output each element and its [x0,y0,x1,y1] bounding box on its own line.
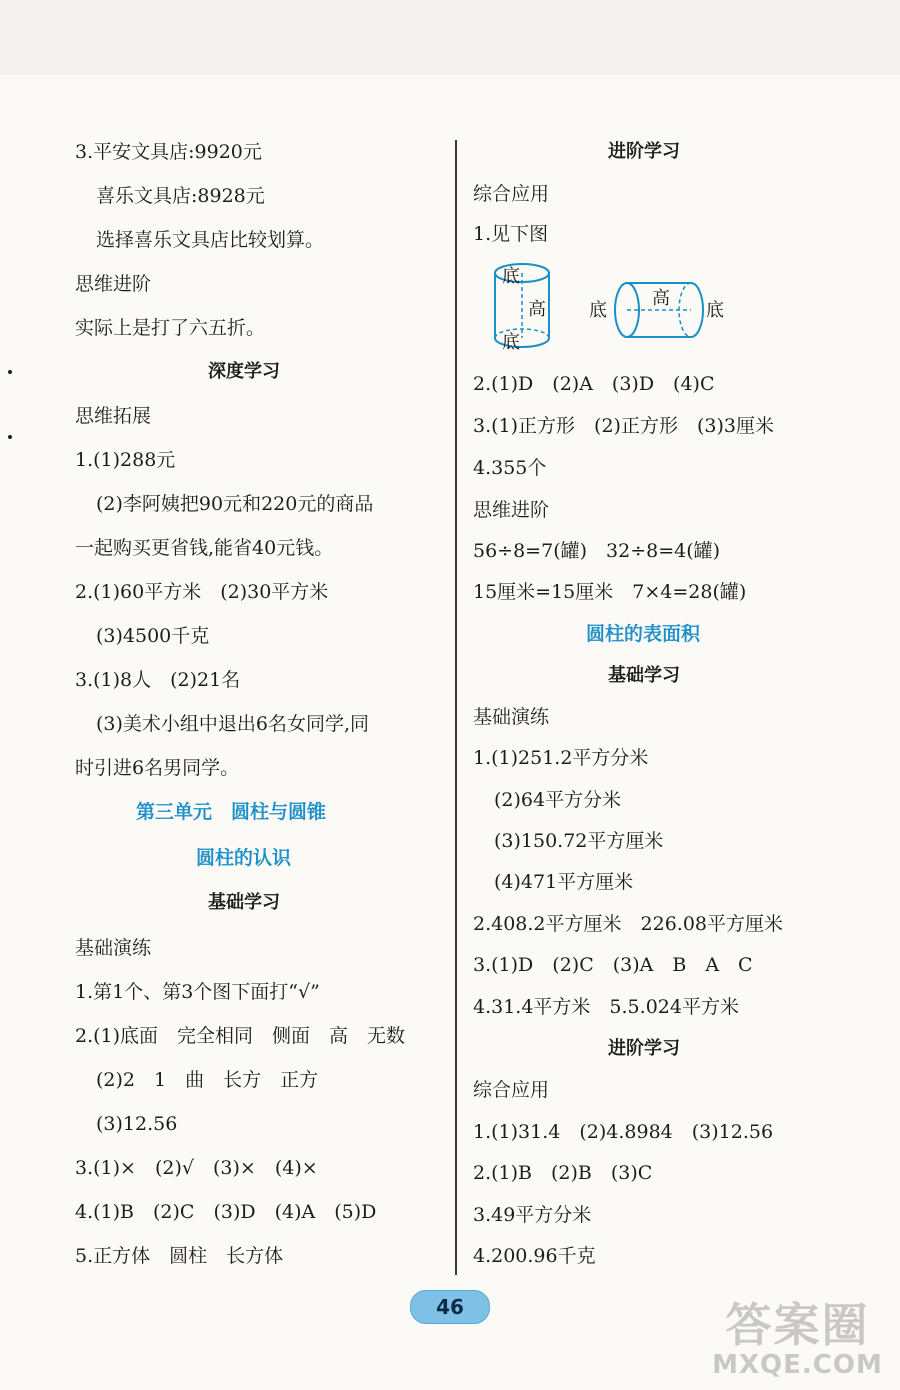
answer-line: 3.(1)正方形 (2)正方形 (3)3厘米 [473,415,774,437]
answer-line: 一起购买更省钱,能省40元钱。 [75,537,334,559]
section-label: 思维拓展 [75,405,152,427]
answer-line: 2.(1)60平方米 (2)30平方米 [75,581,329,603]
answer-line: (2)64平方分米 [494,789,622,811]
answer-line: 1.第1个、第3个图下面打“√” [75,981,320,1003]
answer-line: 4.200.96千克 [473,1245,596,1267]
section-heading: 进阶学习 [608,1038,680,1059]
base-label: 底 [502,332,520,353]
answer-line: 实际上是打了六五折。 [75,317,266,339]
section-heading: 深度学习 [208,361,280,382]
page-number-badge [410,1290,488,1324]
cylinder-diagram [490,258,740,358]
answer-line: 15厘米=15厘米 7×4=28(罐) [473,581,747,603]
base-label: 底 [589,300,607,321]
answer-line: 选择喜乐文具店比较划算。 [96,229,325,251]
standing-cylinder [495,264,549,353]
watermark-url: MXQE.COM [712,1350,883,1380]
section-label: 基础演练 [75,937,152,959]
page-top-band [0,0,900,75]
section-heading: 基础学习 [208,892,280,913]
answer-line: 2.(1)B (2)B (3)C [473,1162,653,1184]
answer-line: 喜乐文具店:8928元 [96,185,265,207]
answer-line: 2.408.2平方厘米 226.08平方厘米 [473,913,784,935]
answer-line: 1.见下图 [473,223,549,245]
answer-line: (3)12.56 [96,1113,178,1135]
answer-line: 1.(1)251.2平方分米 [473,747,649,769]
height-label: 高 [652,288,670,309]
answer-line: 4.(1)B (2)C (3)D (4)A (5)D [75,1201,377,1223]
answer-line: 3.平安文具店:9920元 [75,141,262,163]
answer-line: 3.(1)8人 (2)21名 [75,669,241,691]
lesson-title: 圆柱的认识 [196,847,292,869]
answer-line: 4.355个 [473,457,547,479]
answer-line: 56÷8=7(罐) 32÷8=4(罐) [473,540,721,562]
section-label: 思维进阶 [473,499,550,521]
answer-line: (2)李阿姨把90元和220元的商品 [96,493,374,515]
site-watermark [700,1300,895,1385]
answer-line: (3)4500千克 [96,625,210,647]
answer-line: (4)471平方厘米 [494,871,634,893]
answer-line: 5.正方体 圆柱 长方体 [75,1245,284,1267]
answer-line: (3)150.72平方厘米 [494,830,664,852]
answer-line: 3.(1)D (2)C (3)A B A C [473,954,753,976]
section-label: 综合应用 [473,183,550,205]
margin-dot [8,435,12,439]
base-label: 底 [502,266,520,287]
lying-cylinder [589,283,724,337]
section-label: 思维进阶 [75,273,152,295]
answer-line: (3)美术小组中退出6名女同学,同 [96,713,370,735]
section-heading: 进阶学习 [608,141,680,162]
unit-title: 第三单元 圆柱与圆锥 [136,801,327,823]
section-heading: 基础学习 [608,665,680,686]
answer-line: 时引进6名男同学。 [75,757,240,779]
answer-line: 1.(1)31.4 (2)4.8984 (3)12.56 [473,1121,774,1143]
answer-line: (2)2 1 曲 长方 正方 [96,1069,319,1091]
lesson-title: 圆柱的表面积 [586,623,701,645]
height-label: 高 [528,299,546,320]
answer-line: 4.31.4平方米 5.5.024平方米 [473,996,739,1018]
answer-line: 3.49平方分米 [473,1204,592,1226]
column-divider [455,140,457,1275]
section-label: 基础演练 [473,706,550,728]
watermark-text: 答案圈 [725,1298,870,1352]
answer-line: 2.(1)D (2)A (3)D (4)C [473,373,715,395]
answer-line: 2.(1)底面 完全相同 侧面 高 无数 [75,1025,406,1047]
section-label: 综合应用 [473,1079,550,1101]
page-number: 46 [410,1290,490,1324]
base-label: 底 [706,300,724,321]
answer-line: 1.(1)288元 [75,449,176,471]
answer-line: 3.(1)× (2)√ (3)× (4)× [75,1157,318,1179]
margin-dot [8,370,12,374]
